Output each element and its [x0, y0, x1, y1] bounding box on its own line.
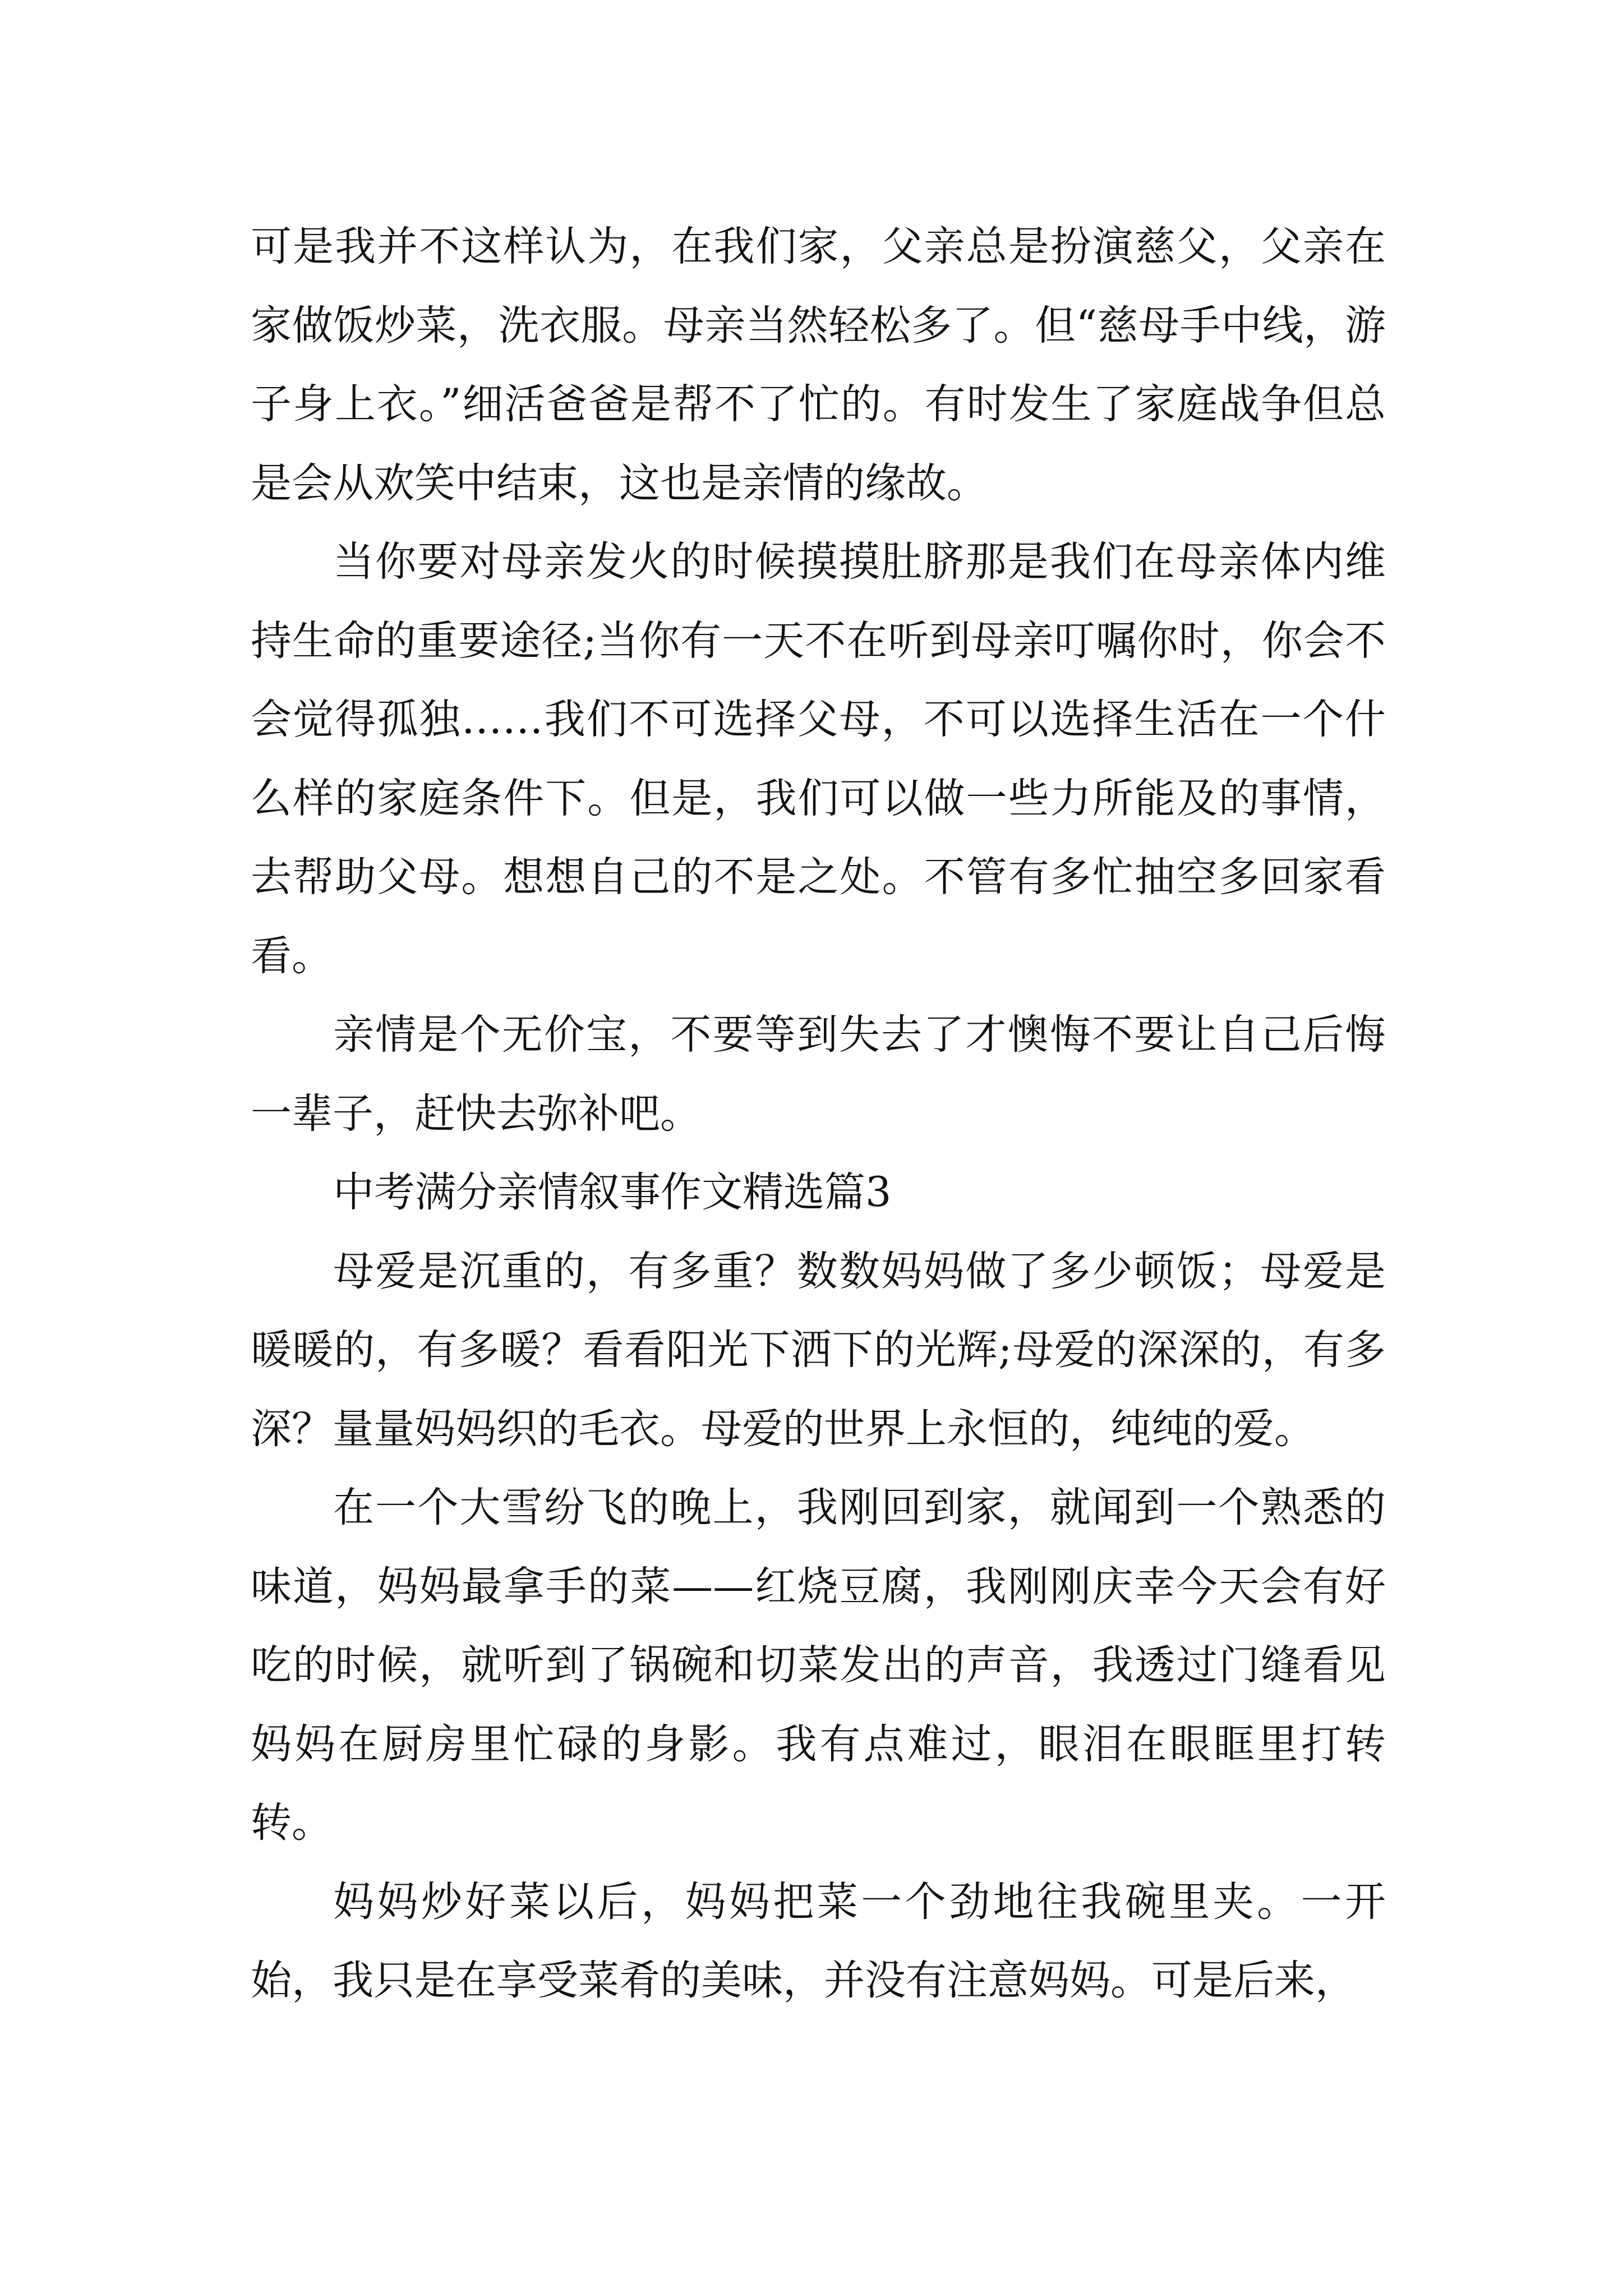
- paragraph-4: 母爱是沉重的，有多重？数数妈妈做了多少顿饭；母爱是暖暖的，有多暖？看看阳光下洒下的光辉;母爱的深深的，有多深？量量妈妈织的毛衣。母爱的世界上永恒的，纯纯的爱。: [251, 1247, 1386, 1453]
- document-body: [251, 208, 1386, 2021]
- paragraph-1: 可是我并不这样认为，在我们家，父亲总是扮演慈父，父亲在家做饭炒菜，洗衣服。母亲当然轻松多了。但“慈母手中线，游子身上衣。”细活爸爸是帮不了忙的。有时发生了家庭战争但总是会从欢笑中结束，这也是亲情的缘故。: [251, 223, 1386, 507]
- paragraph-2: 当你要对母亲发火的时候摸摸肚脐那是我们在母亲体内维持生命的重要途径;当你有一天不在听到母亲叮嘱你时，你会不会觉得孤独……我们不可选择父母，不可以选择生活在一个什么样的家庭条件下。但是，我们可以做一些力所能及的事情，去帮助父母。想想自己的不是之处。不管有多忙抽空多回家看看。: [251, 538, 1386, 980]
- paragraph-5: 在一个大雪纷飞的晚上，我刚回到家，就闻到一个熟悉的味道，妈妈最拿手的菜——红烧豆腐，我刚刚庆幸今天会有好吃的时候，就听到了锅碗和切菜发出的声音，我透过门缝看见妈妈在厨房里忙碌的身影。我有点难过，眼泪在眼眶里打转转。: [251, 1484, 1386, 1847]
- paragraph-6: 妈妈炒好菜以后，妈妈把菜一个劲地往我碗里夹。一开始，我只是在享受菜肴的美味，并没有注意妈妈。可是后来，: [251, 1878, 1386, 2004]
- paragraph-3: 亲情是个无价宝，不要等到失去了才懊悔不要让自己后悔一辈子，赶快去弥补吧。: [251, 1011, 1386, 1138]
- section-heading: 中考满分亲情叙事作文精选篇3: [333, 1168, 892, 1216]
